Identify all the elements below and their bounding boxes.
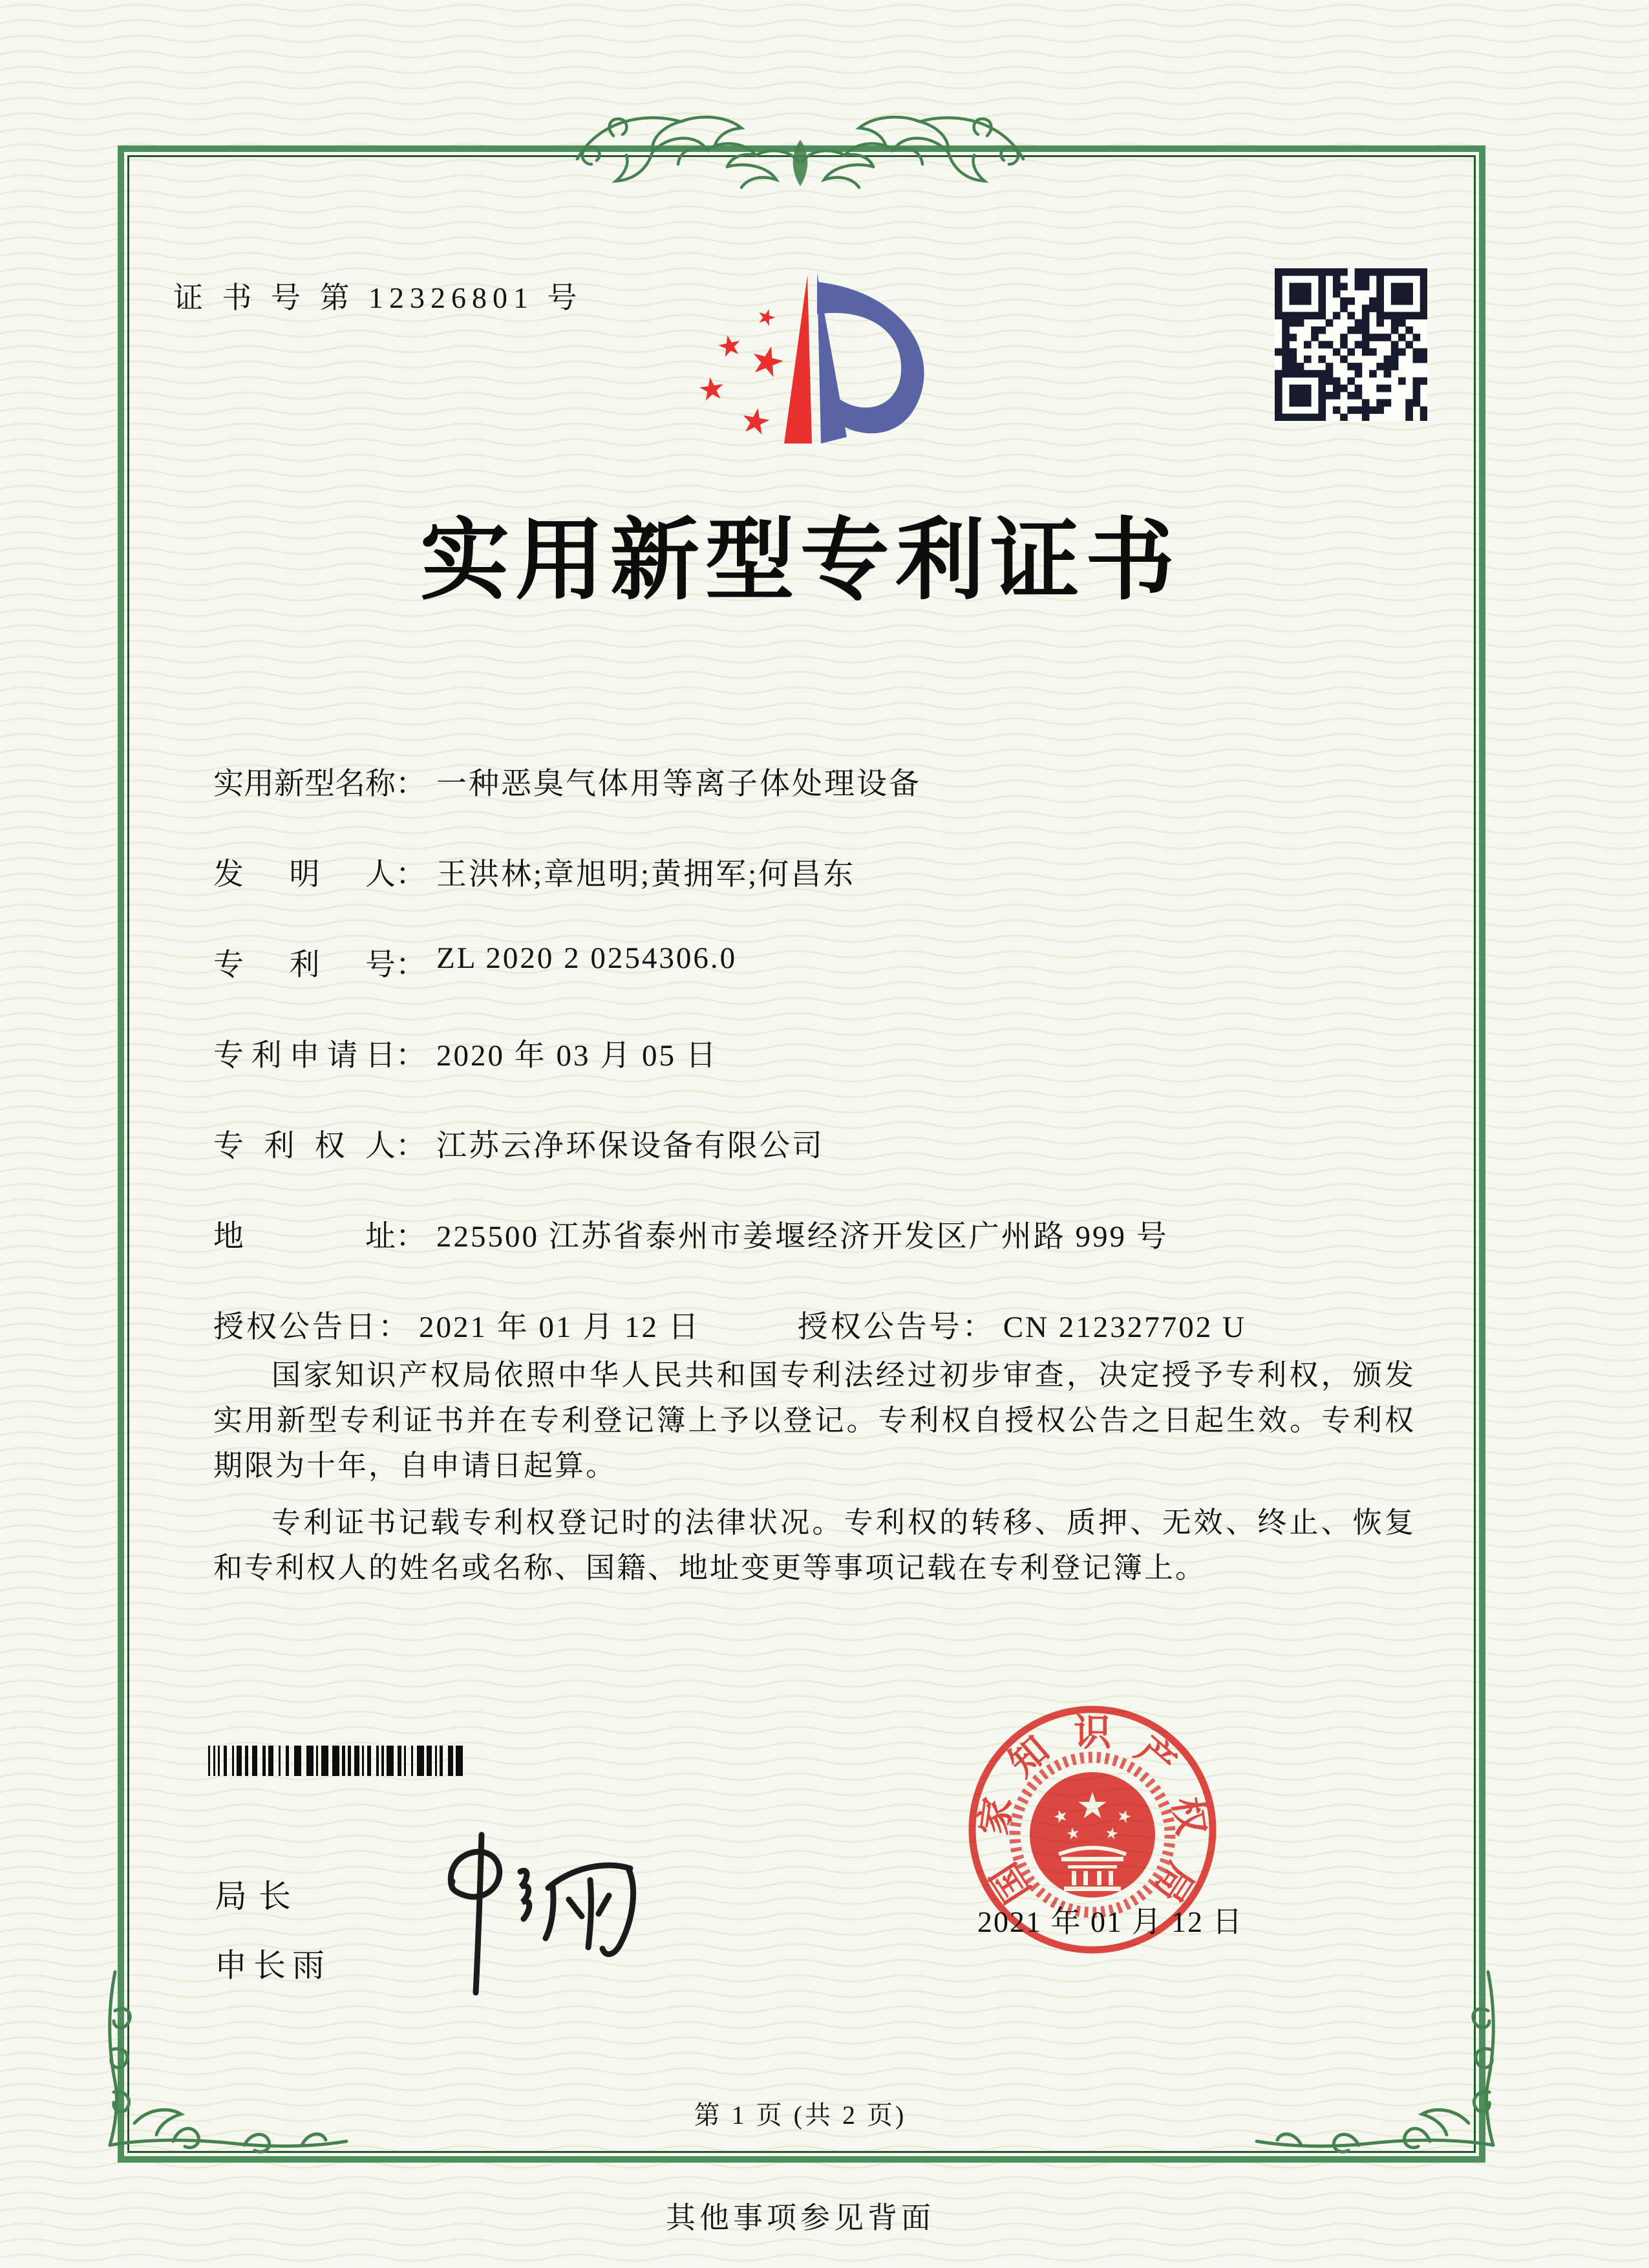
page-number: 第 1 页 (共 2 页) <box>694 2101 907 2130</box>
svg-text:★: ★ <box>753 303 780 332</box>
svg-text:★: ★ <box>696 370 729 409</box>
svg-text:★: ★ <box>1076 1786 1109 1826</box>
director-signature <box>433 1823 646 2004</box>
cnipa-patent-logo-icon <box>687 257 924 445</box>
svg-text:★: ★ <box>736 400 775 444</box>
qr-code <box>1275 268 1427 421</box>
svg-text:★: ★ <box>744 336 791 388</box>
field-colon: ： <box>396 948 426 982</box>
field-label: 授权公告日 <box>213 1311 378 1344</box>
svg-text:★: ★ <box>1050 1805 1071 1828</box>
top-scrollwork-ornament <box>572 102 1028 199</box>
field-value: 2021 年 01 月 12 日 <box>419 1311 701 1344</box>
grant-date-pair <box>213 1303 701 1346</box>
field-label: 发明人 <box>213 858 396 892</box>
field-colon: ： <box>396 1220 426 1254</box>
seal-char: 权 <box>1165 1794 1213 1838</box>
field-colon: ： <box>396 767 426 801</box>
svg-text:★: ★ <box>714 328 746 365</box>
field-row-filing-date <box>213 1031 1416 1122</box>
field-colon: ： <box>378 1311 409 1344</box>
seal-char: 家 <box>972 1794 1020 1838</box>
seal-char: 局 <box>1145 1855 1202 1910</box>
field-value: 王洪林;章旭明;黄拥军;何昌东 <box>436 858 856 892</box>
field-colon: ： <box>396 1039 426 1073</box>
seal-date: 2021 年 01 月 12 日 <box>977 1905 1244 1938</box>
svg-text:★: ★ <box>1114 1805 1134 1828</box>
field-value: 2020 年 03 月 05 日 <box>436 1039 718 1073</box>
certificate-number: 证 书 号 第 12326801 号 <box>173 281 583 314</box>
field-row-grant <box>213 1303 1416 1346</box>
seal-char: 知 <box>1001 1728 1058 1785</box>
legal-paragraph-2: 专利证书记载专利权登记时的法律状况。专利权的转移、质押、无效、终止、恢复和专利权人的姓名或名称、国籍、地址变更等事项记载在专利登记簿上。 <box>213 1506 1416 1584</box>
field-colon: ： <box>396 1129 426 1163</box>
field-row-inventors <box>213 850 1416 941</box>
svg-text:★: ★ <box>1103 1824 1120 1844</box>
field-value: 225500 江苏省泰州市姜堰经济开发区广州路 999 号 <box>436 1220 1169 1254</box>
svg-text:★: ★ <box>1065 1824 1082 1844</box>
director-printed-name: 申长雨 <box>215 1947 331 1984</box>
back-note: 其他事项参见背面 <box>666 2201 935 2234</box>
field-rows <box>213 760 1416 1346</box>
field-colon: ： <box>962 1311 993 1344</box>
grant-number-pair <box>798 1303 1246 1346</box>
field-label: 专利号 <box>213 948 396 982</box>
field-row-patent-number <box>213 941 1416 1031</box>
field-row-name <box>213 760 1416 850</box>
legal-text-block <box>213 1353 1416 1590</box>
barcode <box>208 1746 467 1776</box>
field-value: ZL 2020 2 0254306.0 <box>436 941 738 975</box>
field-value: CN 212327702 U <box>1003 1311 1246 1344</box>
seal-char: 产 <box>1127 1728 1184 1785</box>
field-value: 一种恶臭气体用等离子体处理设备 <box>436 767 921 801</box>
field-label: 专利权人 <box>213 1129 396 1163</box>
field-label: 授权公告号 <box>797 1311 963 1344</box>
seal-char: 识 <box>1073 1711 1112 1754</box>
field-row-patentee <box>213 1122 1416 1212</box>
seal-char: 国 <box>983 1855 1039 1910</box>
field-colon: ： <box>396 858 426 892</box>
certificate-title: 实用新型专利证书 <box>420 511 1180 610</box>
legal-paragraph-1: 国家知识产权局依照中华人民共和国专利法经过初步审查，决定授予专利权，颁发实用新型专利证书并在专利登记簿上予以登记。专利权自授权公告之日起生效。专利权期限为十年，自申请日起算。 <box>213 1359 1416 1482</box>
field-row-address <box>213 1212 1416 1303</box>
field-label: 地址 <box>213 1220 396 1254</box>
field-value: 江苏云净环保设备有限公司 <box>436 1129 824 1163</box>
field-label: 专利申请日 <box>213 1039 396 1073</box>
field-label: 实用新型名称 <box>213 767 396 801</box>
director-title-label: 局长 <box>215 1878 303 1914</box>
